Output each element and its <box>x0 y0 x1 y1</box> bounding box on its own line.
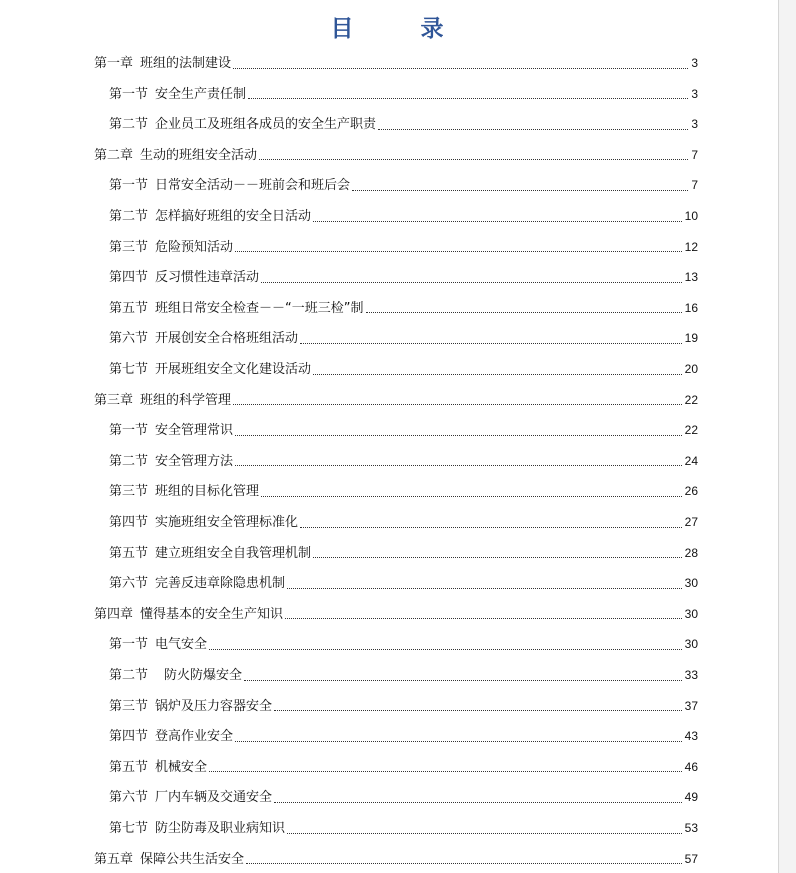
toc-dot-leader <box>235 251 682 252</box>
toc-section-entry[interactable] <box>109 174 698 196</box>
toc-entry-title: 企业员工及班组各成员的安全生产职责 <box>155 117 377 133</box>
toc-entry-title: 班组的目标化管理 <box>155 484 260 500</box>
toc-section-entry[interactable] <box>109 786 698 808</box>
toc-entry-number: 第三节 <box>109 484 149 500</box>
toc-entry-number: 第五章 <box>94 851 134 867</box>
toc-page-number: 24 <box>684 453 698 468</box>
toc-page-number: 43 <box>684 729 698 744</box>
toc-section-entry[interactable] <box>109 297 698 319</box>
toc-entry-title: 懂得基本的安全生产知识 <box>140 606 284 622</box>
toc-chapter-entry[interactable] <box>94 52 698 74</box>
toc-entry-number: 第三节 <box>109 239 149 255</box>
toc-dot-leader <box>235 741 682 742</box>
toc-dot-leader <box>235 465 682 466</box>
toc-entry-title: 机械安全 <box>155 759 208 775</box>
toc-page-number: 7 <box>691 147 698 162</box>
toc-dot-leader <box>352 190 688 191</box>
toc-page-number: 27 <box>684 515 698 529</box>
toc-dot-leader <box>244 680 682 681</box>
toc-entry-title: 实施班组安全管理标准化 <box>155 515 299 530</box>
toc-entry-number: 第一节 <box>109 637 149 653</box>
toc-section-entry[interactable] <box>109 511 698 533</box>
toc-page-number: 57 <box>684 851 698 866</box>
toc-chapter-entry[interactable] <box>94 603 698 625</box>
toc-dot-leader <box>235 435 682 436</box>
toc-page-number: 46 <box>684 759 698 774</box>
toc-entry-title: 防尘防毒及职业病知识 <box>155 821 286 836</box>
toc-entry-title: 开展班组安全文化建设活动 <box>155 362 312 377</box>
toc-entry-number: 第六节 <box>109 790 149 806</box>
toc-section-entry[interactable] <box>109 327 698 349</box>
toc-entry-number: 第三节 <box>109 698 149 714</box>
toc-page-number: 53 <box>684 821 698 835</box>
toc-dot-leader <box>313 557 682 558</box>
toc-dot-leader <box>259 159 688 160</box>
toc-dot-leader <box>285 618 682 619</box>
toc-entry-title: 完善反违章除隐患机制 <box>155 576 286 592</box>
toc-page-number: 16 <box>684 300 698 315</box>
toc-entry-number: 第七节 <box>109 821 149 836</box>
toc-page-number: 30 <box>684 606 698 621</box>
toc-page-number: 30 <box>684 637 698 652</box>
toc-entry-number: 第四章 <box>94 606 134 622</box>
toc-entry-number: 第四节 <box>109 515 149 530</box>
toc-chapter-entry[interactable] <box>94 144 698 166</box>
toc-dot-leader <box>233 68 688 69</box>
toc-dot-leader <box>246 863 682 864</box>
toc-entry-number: 第二节 <box>109 453 149 469</box>
toc-entry-title: 日常安全活动－－班前会和班后会 <box>155 178 351 194</box>
toc-section-entry[interactable] <box>109 480 698 502</box>
toc-section-entry[interactable] <box>109 756 698 778</box>
toc-dot-leader <box>248 98 688 99</box>
table-of-contents <box>0 46 796 866</box>
toc-dot-leader <box>300 527 682 528</box>
toc-section-entry[interactable] <box>109 266 698 288</box>
toc-entry-title: 班组日常安全检查－－“一班三检”制 <box>155 300 364 316</box>
toc-section-entry[interactable] <box>109 664 698 686</box>
toc-chapter-entry[interactable] <box>94 389 698 411</box>
toc-dot-leader <box>209 771 682 772</box>
toc-page-number: 13 <box>684 270 698 285</box>
toc-dot-leader <box>233 404 682 405</box>
toc-section-entry[interactable] <box>109 205 698 227</box>
toc-entry-number: 第七节 <box>109 362 149 377</box>
toc-entry-number: 第一节 <box>109 178 149 194</box>
toc-entry-number: 第三章 <box>94 392 134 408</box>
toc-entry-title: 班组的法制建设 <box>140 56 232 71</box>
toc-dot-leader <box>261 496 682 497</box>
toc-entry-number: 第六节 <box>109 576 149 592</box>
toc-entry-title: 登高作业安全 <box>155 729 234 745</box>
toc-entry-number: 第五节 <box>109 759 149 775</box>
toc-entry-number: 第二节 <box>109 117 149 133</box>
toc-entry-title: 安全管理常识 <box>155 423 234 439</box>
toc-entry-number: 第二节 <box>109 668 149 683</box>
toc-section-entry[interactable] <box>109 113 698 135</box>
toc-section-entry[interactable] <box>109 817 698 839</box>
toc-page-number: 12 <box>684 239 698 254</box>
toc-page-number: 30 <box>684 576 698 591</box>
toc-entry-title: 建立班组安全自我管理机制 <box>155 545 312 561</box>
toc-page-number: 7 <box>691 178 698 193</box>
toc-section-entry[interactable] <box>109 572 698 594</box>
toc-entry-title: 厂内车辆及交通安全 <box>155 790 273 806</box>
toc-section-entry[interactable] <box>109 358 698 380</box>
toc-entry-number: 第四节 <box>109 270 149 286</box>
toc-page-number: 26 <box>684 484 698 499</box>
toc-page-number: 3 <box>691 56 698 70</box>
toc-dot-leader <box>287 833 682 834</box>
toc-page-number: 3 <box>691 117 698 132</box>
toc-entry-title: 保障公共生活安全 <box>140 851 245 867</box>
toc-dot-leader <box>313 374 682 375</box>
toc-section-entry[interactable] <box>109 450 698 472</box>
toc-dot-leader <box>366 312 682 313</box>
toc-entry-title: 反习惯性违章活动 <box>155 270 260 286</box>
toc-dot-leader <box>261 282 682 283</box>
toc-entry-title: 危险预知活动 <box>155 239 234 255</box>
toc-entry-title: 怎样搞好班组的安全日活动 <box>155 209 312 224</box>
toc-entry-title: 安全管理方法 <box>155 453 234 469</box>
toc-section-entry[interactable] <box>109 83 698 105</box>
toc-entry-title: 生动的班组安全活动 <box>140 147 258 163</box>
toc-section-entry[interactable] <box>109 695 698 717</box>
toc-section-entry[interactable] <box>109 633 698 655</box>
toc-page-number: 20 <box>684 362 698 376</box>
toc-entry-title: 锅炉及压力容器安全 <box>155 698 273 714</box>
toc-title: 目 录 <box>330 15 466 42</box>
toc-section-entry[interactable] <box>109 236 698 258</box>
toc-dot-leader <box>287 588 682 589</box>
toc-entry-title: 电气安全 <box>155 637 208 653</box>
toc-entry-number: 第一节 <box>109 423 149 439</box>
toc-entry-number: 第二章 <box>94 147 134 163</box>
toc-dot-leader <box>209 649 682 650</box>
toc-entry-number: 第五节 <box>109 545 149 561</box>
toc-dot-leader <box>274 802 682 803</box>
toc-entry-number: 第二节 <box>109 209 149 224</box>
toc-page-number: 22 <box>684 392 698 407</box>
toc-dot-leader <box>274 710 682 711</box>
toc-chapter-entry[interactable] <box>94 848 698 870</box>
toc-dot-leader <box>378 129 688 130</box>
toc-page-number: 33 <box>684 668 698 682</box>
toc-dot-leader <box>313 221 682 222</box>
toc-page-number: 28 <box>684 545 698 560</box>
toc-entry-title: 防火防爆安全 <box>164 668 243 683</box>
toc-section-entry[interactable] <box>109 542 698 564</box>
toc-entry-number: 第六节 <box>109 331 149 347</box>
toc-page-number: 10 <box>684 209 698 223</box>
toc-page-number: 22 <box>684 423 698 438</box>
toc-entry-number: 第四节 <box>109 729 149 745</box>
toc-entry-title: 班组的科学管理 <box>140 392 232 408</box>
toc-section-entry[interactable] <box>109 419 698 441</box>
toc-page-number: 37 <box>684 698 698 713</box>
toc-entry-title: 安全生产责任制 <box>155 86 247 102</box>
toc-entry-number: 第五节 <box>109 300 149 316</box>
toc-page-number: 49 <box>684 790 698 805</box>
toc-page-number: 3 <box>691 86 698 101</box>
toc-page-number: 19 <box>684 331 698 346</box>
toc-dot-leader <box>300 343 682 344</box>
toc-entry-title: 开展创安全合格班组活动 <box>155 331 299 347</box>
toc-entry-number: 第一章 <box>94 56 134 71</box>
toc-entry-number: 第一节 <box>109 86 149 102</box>
toc-section-entry[interactable] <box>109 725 698 747</box>
